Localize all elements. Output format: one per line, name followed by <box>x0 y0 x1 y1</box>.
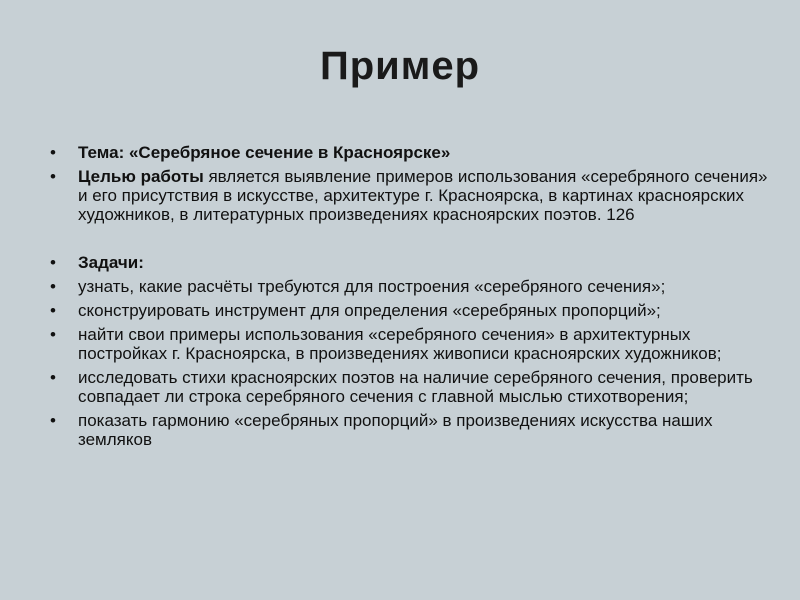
task-item <box>50 325 770 363</box>
goal-text: является выявление примеров использования «серебряного сечения» и его присутствия в искусстве, архитектуре г. Красноярска, в картинах красноярских художников, в литературных произведениях красноярских поэтов. 126 <box>78 167 768 224</box>
bullet-icon: • <box>50 301 56 320</box>
task-item <box>50 368 770 406</box>
slide-content <box>50 143 770 454</box>
tasks-heading-item <box>50 253 770 272</box>
slide-title: Пример <box>319 44 481 88</box>
topic-item <box>50 143 770 162</box>
tasks-list <box>50 253 770 449</box>
bullet-icon: • <box>50 368 56 387</box>
task-text: показать гармонию «серебряных пропорций» в произведениях искусства наших земляков <box>78 411 713 449</box>
spacer <box>50 229 770 253</box>
tasks-heading: Задачи: <box>78 253 144 272</box>
bullet-icon: • <box>50 143 56 162</box>
task-text: найти свои примеры использования «серебряного сечения» в архитектурных постройках г. Красноярска, в произведениях живописи красноярских художников; <box>78 325 722 363</box>
task-item <box>50 411 770 449</box>
topic-label: Тема: <box>78 143 129 162</box>
intro-list <box>50 143 770 224</box>
task-item <box>50 301 770 320</box>
goal-item <box>50 167 770 224</box>
task-text: узнать, какие расчёты требуются для построения «серебряного сечения»; <box>78 277 666 296</box>
goal-label: Целью работы <box>78 167 204 186</box>
bullet-icon: • <box>50 167 56 186</box>
bullet-icon: • <box>50 325 56 344</box>
bullet-icon: • <box>50 253 56 272</box>
task-item <box>50 277 770 296</box>
bullet-icon: • <box>50 411 56 430</box>
task-text: исследовать стихи красноярских поэтов на наличие серебряного сечения, проверить совпадает ли строка серебряного сечения с главной мыслью стихотворения; <box>78 368 753 406</box>
bullet-icon: • <box>50 277 56 296</box>
topic-value: «Серебряное сечение в Красноярске» <box>128 143 451 162</box>
task-text: сконструировать инструмент для определения «серебряных пропорций»; <box>78 301 661 320</box>
